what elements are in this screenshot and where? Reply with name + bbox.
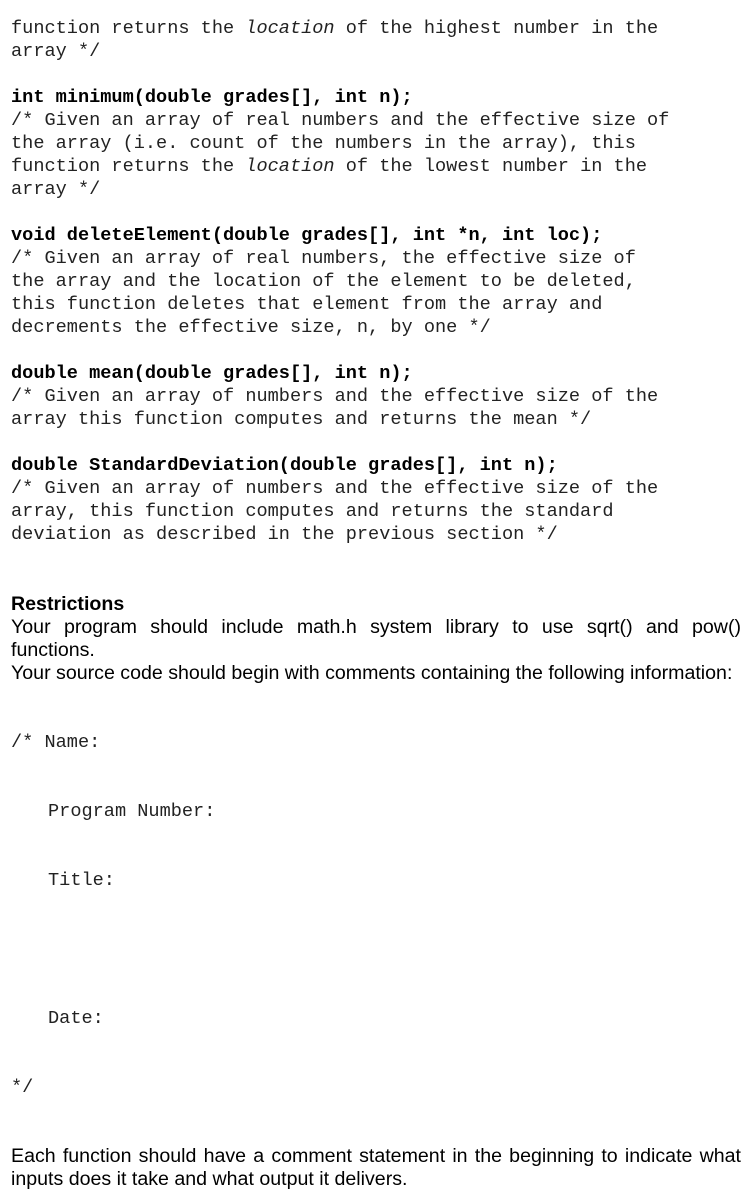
header-comment-template — [11, 685, 741, 1145]
restrictions-paragraph-1: Your program should include math.h system library to use sqrt() and pow() functions. — [11, 616, 741, 661]
intro-line-2: array */ — [11, 41, 101, 62]
delete-comment-3: this function deletes that element from the array and — [11, 294, 603, 315]
header-program-number: Program Number: — [48, 801, 216, 822]
mean-comment-1: /* Given an array of numbers and the effective size of the — [11, 386, 659, 407]
code-block — [11, 17, 746, 546]
minimum-comment-3: function returns the location of the lowest number in the — [11, 156, 648, 177]
location-emphasis: location — [245, 18, 335, 39]
stddev-comment-2: array, this function computes and returns the standard — [11, 501, 614, 522]
delete-element-signature: void deleteElement(double grades[], int *n, int loc); — [11, 225, 603, 246]
intro-line-1: function returns the location of the highest number in the — [11, 18, 659, 39]
delete-comment-2: the array and the location of the element to be deleted, — [11, 271, 636, 292]
mean-signature: double mean(double grades[], int n); — [11, 363, 413, 384]
restrictions-heading: Restrictions — [11, 593, 125, 615]
header-comment-close: */ — [11, 1077, 34, 1098]
stddev-signature: double StandardDeviation(double grades[], int n); — [11, 455, 558, 476]
delete-comment-4: decrements the effective size, n, by one */ — [11, 317, 491, 338]
restrictions-section — [11, 593, 741, 1191]
header-comment-open: /* Name: — [11, 732, 101, 753]
header-title: Title: — [48, 870, 115, 891]
delete-comment-1: /* Given an array of real numbers, the effective size of — [11, 248, 636, 269]
stddev-comment-3: deviation as described in the previous section */ — [11, 524, 558, 545]
stddev-comment-1: /* Given an array of numbers and the effective size of the — [11, 478, 659, 499]
minimum-signature: int minimum(double grades[], int n); — [11, 87, 413, 108]
location-emphasis: location — [245, 156, 335, 177]
restrictions-paragraph-2: Your source code should begin with comments containing the following information: — [11, 662, 733, 684]
header-date: Date: — [48, 1008, 104, 1029]
restrictions-paragraph-3: Each function should have a comment statement in the beginning to indicate what inputs does it take and what output it delivers. — [11, 1145, 741, 1190]
minimum-comment-2: the array (i.e. count of the numbers in the array), this — [11, 133, 636, 154]
minimum-comment-4: array */ — [11, 179, 101, 200]
minimum-comment-1: /* Given an array of real numbers and the effective size of — [11, 110, 670, 131]
mean-comment-2: array this function computes and returns the mean */ — [11, 409, 592, 430]
